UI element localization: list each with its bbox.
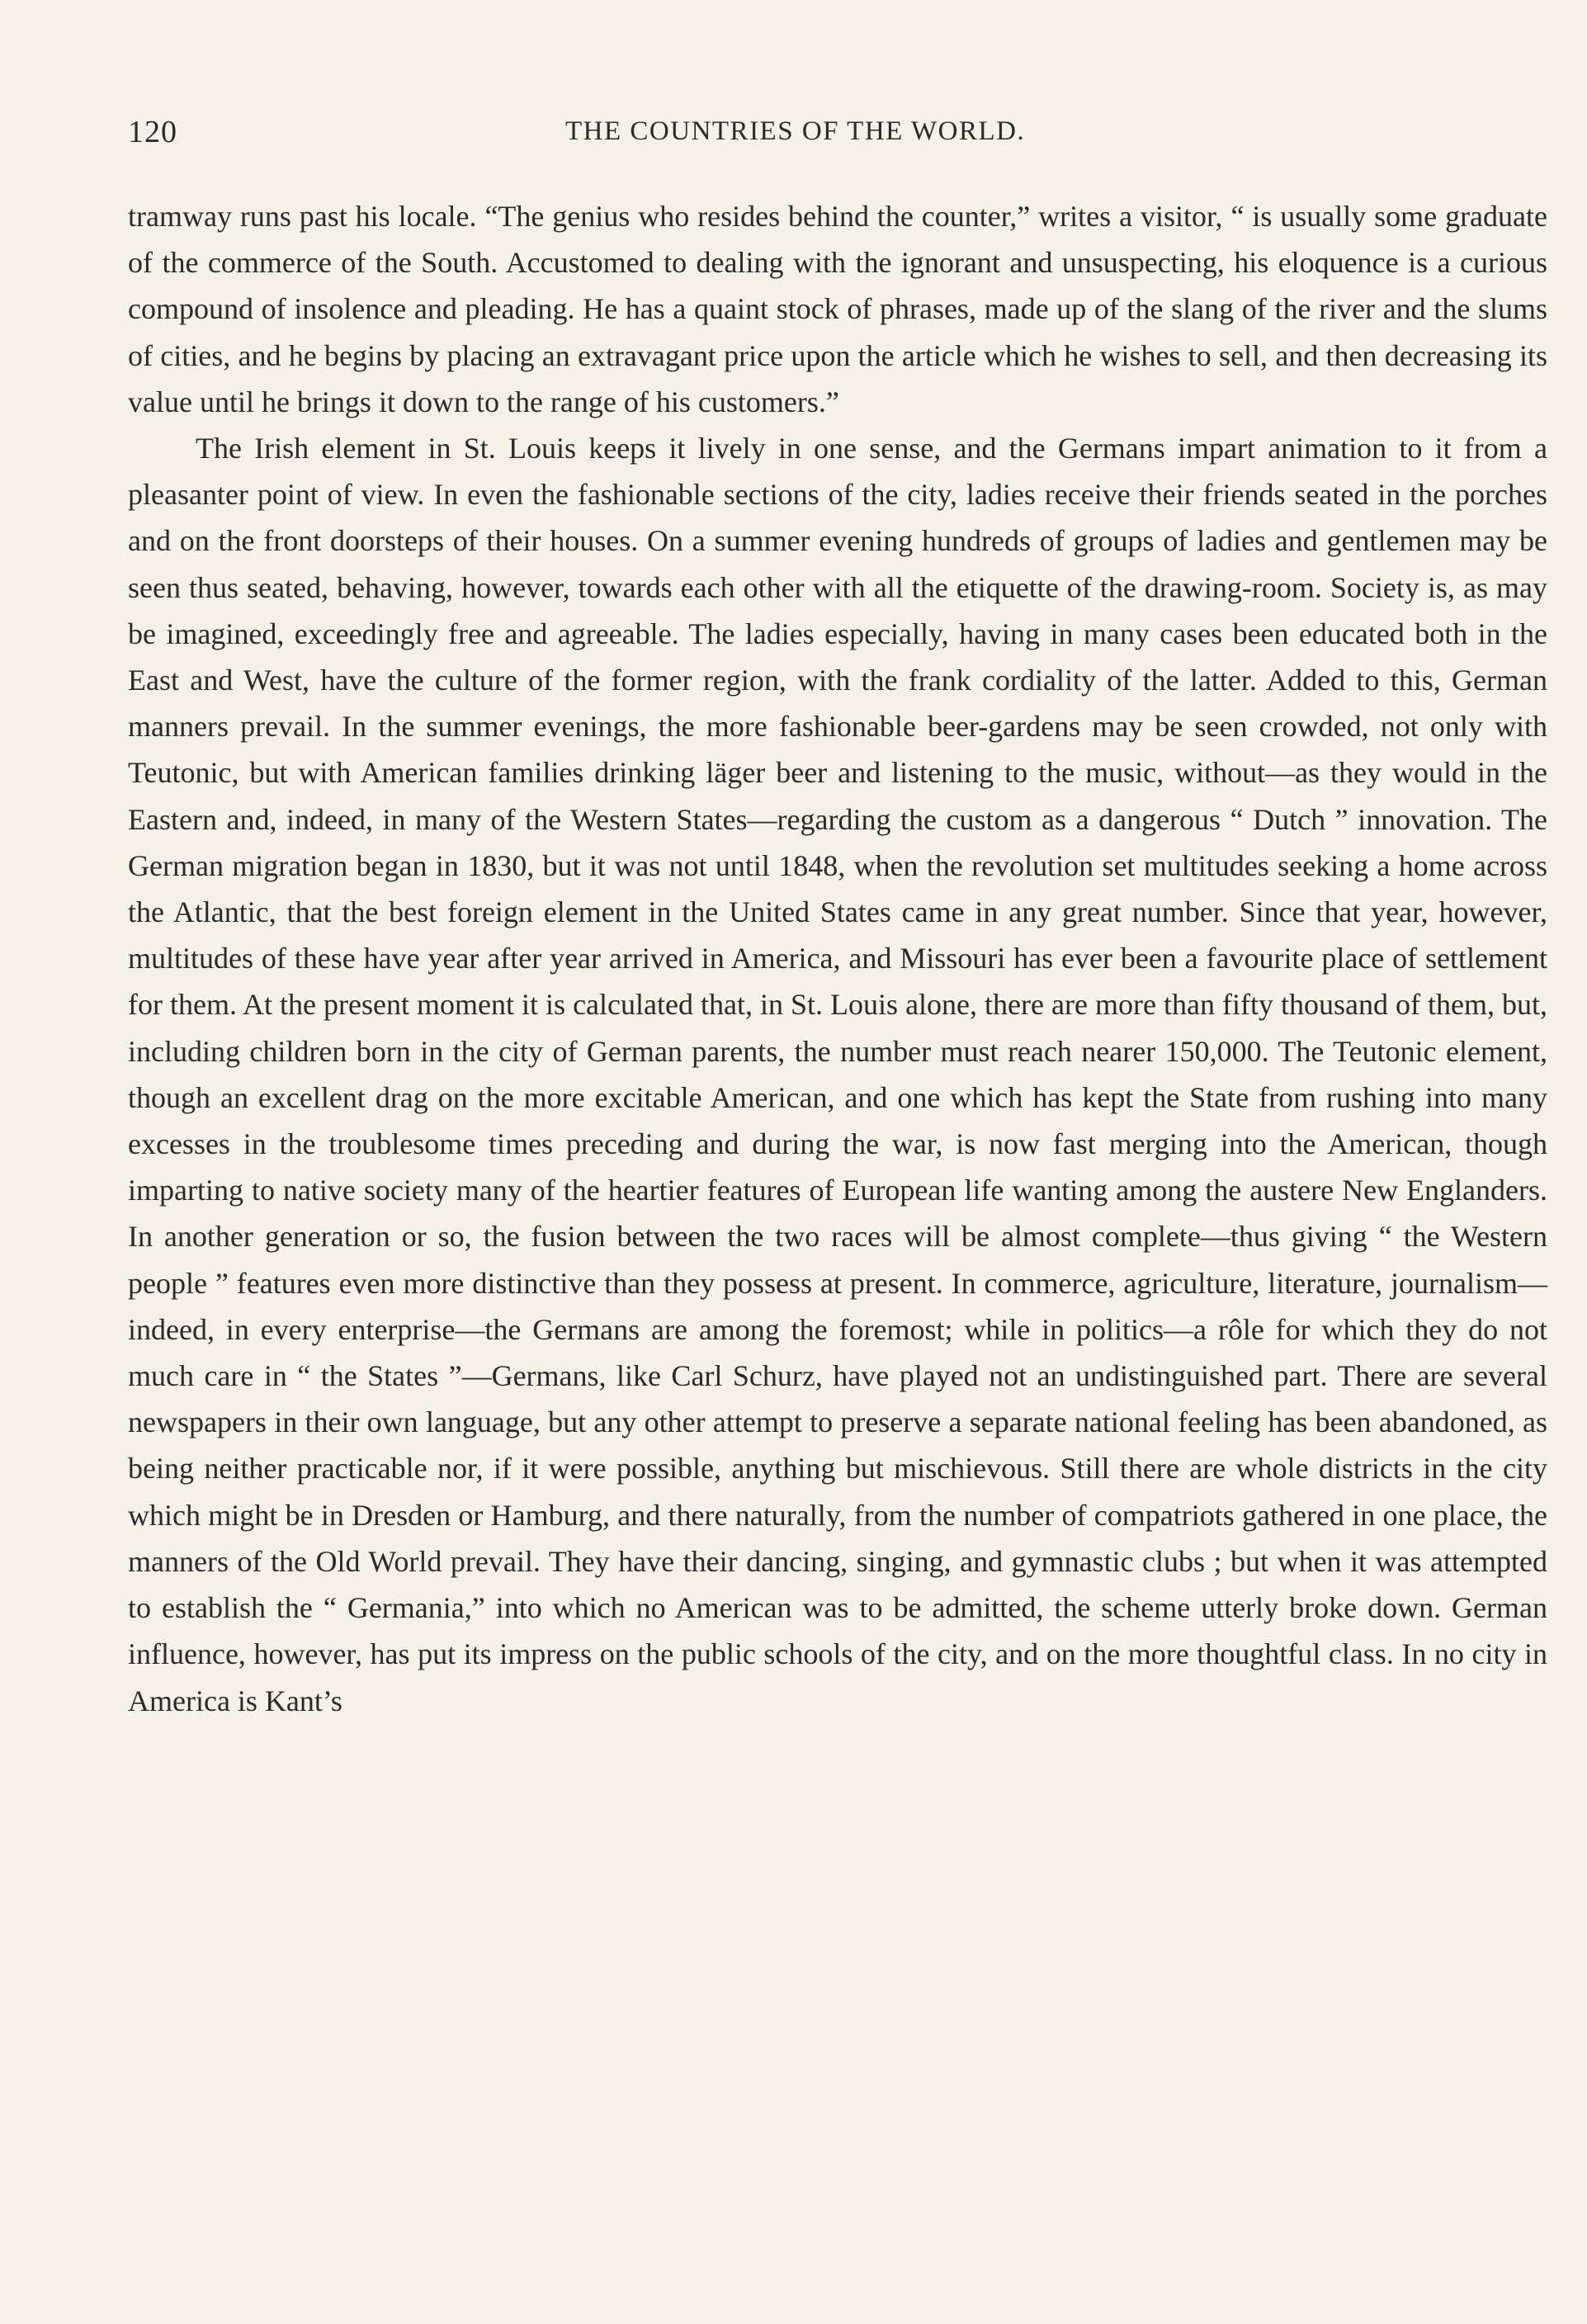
running-head	[128, 114, 1542, 155]
page-number: 120	[128, 115, 177, 149]
paragraph-irish-german-element: The Irish element in St. Louis keeps it lively in one sense, and the Germans impart animation to it from a pleasanter point of view. In even the fashionable sections of the city, ladies receive their friends seated in the porches and on the front doorsteps of their houses. On a summer evening hundreds of groups of ladies and gentlemen may be seen thus seated, behaving, however, towards each other with all the etiquette of the drawing-room. Society is, as may be imagined, exceedingly free and agreeable. The ladies especially, having in many cases been educated both in the East and West, have the culture of the former region, with the frank cordiality of the latter. Added to this, German manners prevail. In the summer evenings, the more fashionable beer-gardens may be seen crowded, not only with Teutonic, but with American families drinking läger beer and listening to the music, without—as they would in the Eastern and, indeed, in many of the Western States—regarding the custom as a dangerous “ Dutch ” innovation. The German migration began in 1830, but it was not until 1848, when the revolution set multitudes seeking a home across the Atlantic, that the best foreign element in the United States came in any great number. Since that year, however, multitudes of these have year after year arrived in America, and Missouri has ever been a favourite place of settlement for them. At the present moment it is calculated that, in St. Louis alone, there are more than fifty thousand of them, but, including children born in the city of German parents, the number must reach nearer 150,000. The Teutonic element, though an excellent drag on the more excitable American, and one which has kept the State from rushing into many excesses in the troublesome times preceding and during the war, is now fast merging into the American, though imparting to native society many of the heartier features of European life wanting among the austere New Englanders. In another generation or so, the fusion between the two races will be almost complete—thus giving “ the Western people ” features even more distinctive than they possess at present. In commerce, agriculture, literature, journalism—indeed, in every enterprise—the Germans are among the foremost; while in politics—a rôle for which they do not much care in “ the States ”—Germans, like Carl Schurz, have played not an undistinguished part. There are several newspapers in their own language, but any other attempt to preserve a separate national feeling has been abandoned, as being neither practicable nor, if it were possible, anything but mischievous. Still there are whole districts in the city which might be in Dresden or Hamburg, and there naturally, from the number of compatriots gathered in one place, the manners of the Old World prevail. They have their dancing, singing, and gymnastic clubs ; but when it was attempted to establish the “ Germania,” into which no American was to be admitted, the scheme utterly broke down. German influence, however, has put its impress on the public schools of the city, and on the more thoughtful class. In no city in America is Kant’s	[128, 432, 1547, 1717]
body-text	[128, 193, 1547, 1724]
running-title: THE COUNTRIES OF THE WORLD.	[565, 116, 1026, 146]
paragraph-continued: tramway runs past his locale. “The genius who resides behind the counter,” writes a visitor, “ is usually some graduate of the commerce of the South. Accustomed to dealing with the ignorant and unsuspecting, his eloquence is a curious compound of insolence and pleading. He has a quaint stock of phrases, made up of the slang of the river and the slums of cities, and he begins by placing an extravagant price upon the article which he wishes to sell, and then decreasing its value until he brings it down to the range of his customers.”	[128, 200, 1547, 418]
